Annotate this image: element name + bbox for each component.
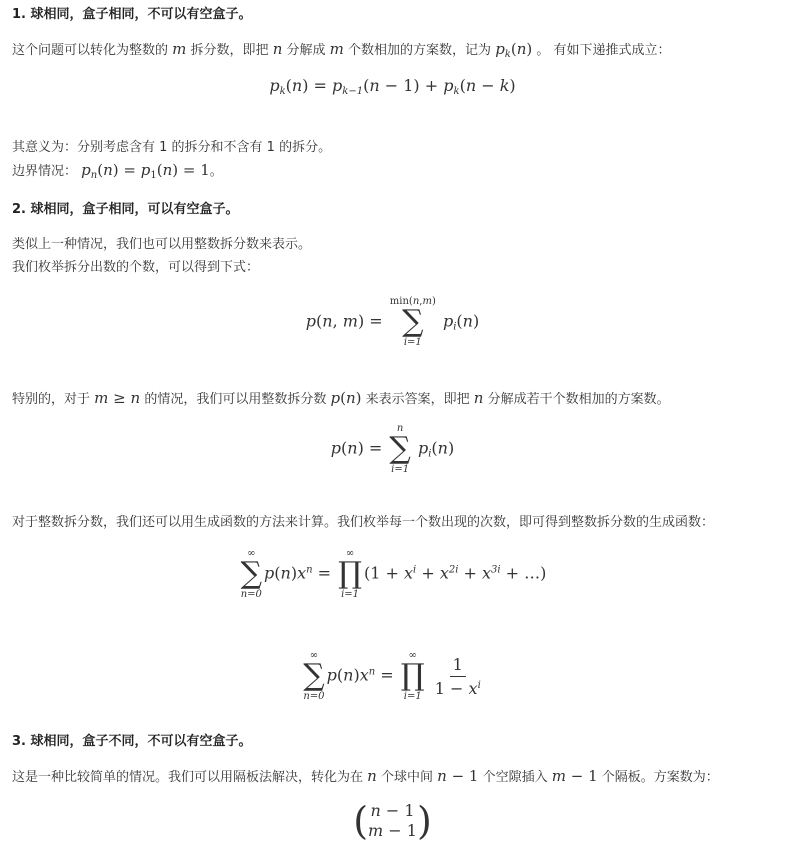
sum-formula-pnm: p(n, m) = min(n,m) ∑ i=1 $p_i(n)$ (305, 296, 480, 348)
recurrence-formula: $p_k(n) = p_{k-1}(n - 1) + p_k(n - k)$ (269, 76, 516, 97)
s3-text-a: 这是一种比较简单的情况。我们可以用隔板法解决，转化为在 (12, 770, 364, 785)
boundary-label: 边界情况： (12, 164, 78, 179)
s3-text-c: 个空隙插入 (482, 770, 548, 785)
special-text-c: 来表示答案，即把 (365, 392, 470, 407)
intro-text-e: 。 有如下递推式成立： (536, 43, 671, 58)
section-2-line-2: 我们枚举拆分出数的个数，可以得到下式： (12, 260, 260, 275)
intro-text-a: 这个问题可以转化为整数的 (12, 43, 169, 58)
generating-function-formula-2: ∞ ∑ n=0 $p(n)x^n$ = ∞ ∏ i=1 $\frac{1}{1 - x^i}$ (303, 650, 481, 702)
generating-function-formula-1: ∞ ∑ n=0 $p(n)x^n$ = ∞ ∏ i=1 ($1 + x^i + x^{2i} + x^{3i}$ + …) (240, 548, 547, 600)
section-1-meaning: 其意义为：分别考虑含有 1 的拆分和不含有 1 的拆分。 (12, 140, 332, 155)
section-3-text: 这是一种比较简单的情况。我们可以用隔板法解决，转化为在 n 个球中间 n − 1 个空隙插入 m − 1 个隔板。方案数为： (12, 767, 719, 785)
product-operator: ∞ ∏ i=1 (400, 650, 425, 702)
section-2-special: 特别的，对于 m ≥ n 的情况，我们可以用整数拆分数 p(n) 来表示答案，即把 n 分解成若干个数相加的方案数。 (12, 389, 670, 407)
sum-operator: ∞ ∑ n=0 (303, 650, 325, 702)
section-2-line-1: 类似上一种情况，我们也可以用整数拆分数来表示。 (12, 237, 312, 252)
section-1-boundary: 边界情况： $p_n(n) = p_1(n) = 1$。 (12, 161, 223, 181)
special-text-b: 的情况，我们可以用整数拆分数 (144, 392, 327, 407)
intro-text-c: 分解成 (286, 43, 326, 58)
s3-text-b: 个球中间 (380, 770, 433, 785)
product-operator: ∞ ∏ i=1 (338, 548, 363, 600)
binomial-coefficient: ( n − 1 m − 1 ) (353, 799, 432, 843)
boundary-end: 。 (209, 164, 223, 179)
section-1-intro: 这个问题可以转化为整数的 m 拆分数，即把 n 分解成 m 个数相加的方案数，记为 $p_k(n)$ 。 有如下递推式成立： (12, 40, 671, 60)
special-text-a: 特别的，对于 (12, 392, 91, 407)
sum-formula-pn: p(n) = n ∑ i=1 $p_i(n)$ (330, 423, 455, 475)
intro-text-d: 个数相加的方案数，记为 (348, 43, 492, 58)
s3-text-d: 个隔板。方案数为： (601, 770, 719, 785)
binomial-formula (0, 801, 785, 841)
fraction: $\frac{1}{1 - x^i}$ (434, 654, 481, 698)
sum-operator: ∞ ∑ n=0 (240, 548, 262, 600)
intro-text-b: 拆分数，即把 (190, 43, 269, 58)
special-text-d: 分解成若干个数相加的方案数。 (487, 392, 670, 407)
section-3-heading: 3. 球相同，盒子不同，不可以有空盒子。 (12, 734, 252, 749)
section-2-genfunc-text: 对于整数拆分数，我们还可以用生成函数的方法来计算。我们枚举每一个数出现的次数，即可得到整数拆分数的生成函数： (12, 515, 715, 530)
sum-operator: n ∑ i=1 (389, 423, 411, 475)
sum-operator: min(n,m) ∑ i=1 (389, 296, 436, 348)
section-1-heading: 1. 球相同，盒子相同，不可以有空盒子。 (12, 7, 252, 22)
section-2-heading: 2. 球相同，盒子相同，可以有空盒子。 (12, 202, 239, 217)
